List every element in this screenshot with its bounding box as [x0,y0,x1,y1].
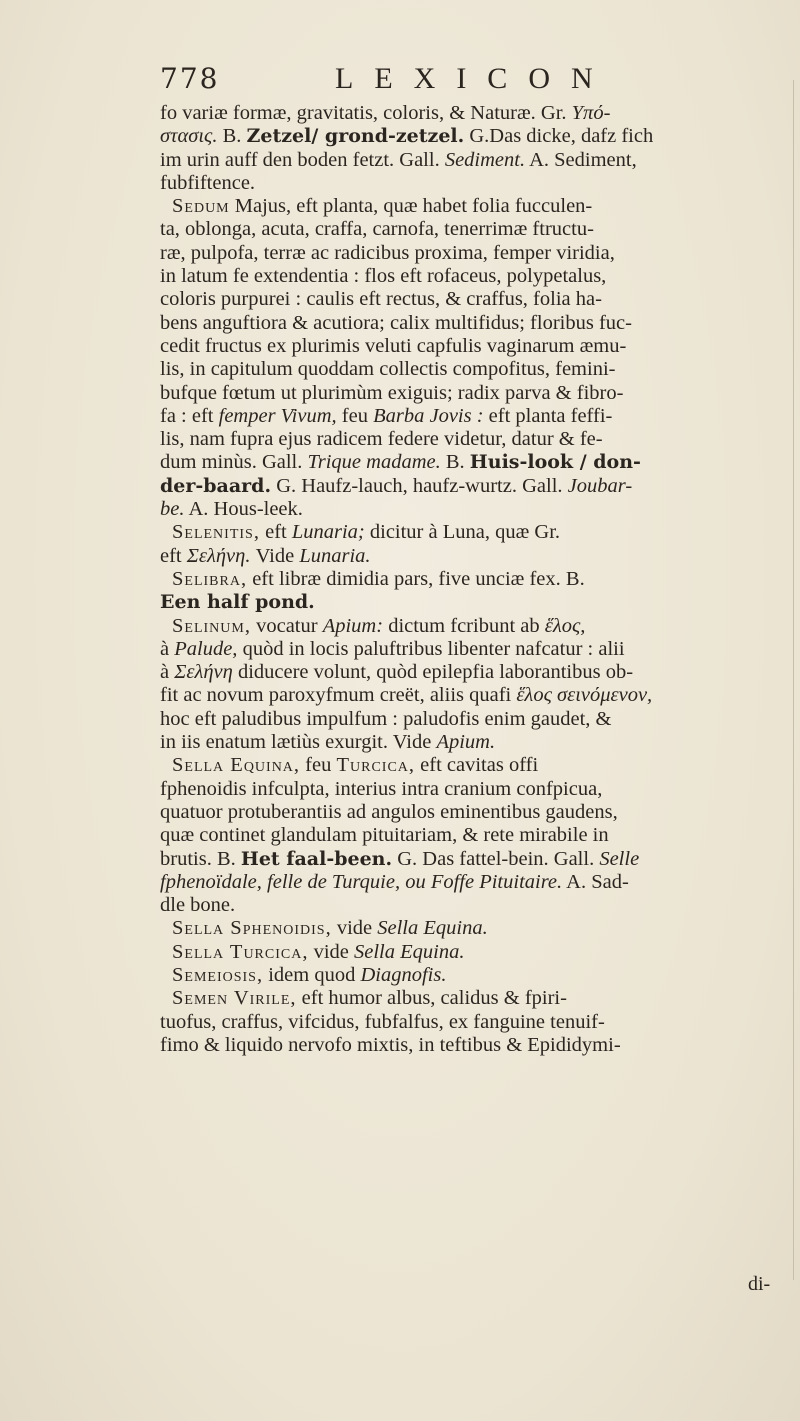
text-run: Selenitis, [172,521,260,544]
text-run: Sella Equina. [377,917,488,940]
text-run: fit ac novum paroxyfmum creët, aliis quafi [160,684,517,707]
page-header [160,62,780,98]
text-run: in latum fe extendentia : flos eft rofaceus, polypetalus, [160,265,607,288]
text-line [160,684,790,707]
text-line [160,894,790,917]
text-run: Palude, [174,637,238,660]
text-run: cedit fructus ex plurimis veluti capfulis vaginarum æmu- [160,334,627,357]
text-run: Trique madame. [307,451,441,474]
text-run: Sella Equina. [354,940,465,963]
text-run: feu [336,404,374,427]
text-run: Υπό- [571,102,611,124]
body-text [160,102,790,1057]
text-run: Vide [250,544,300,567]
text-run: brutis. B. [160,847,241,870]
text-run: coloris purpurei : caulis eft rectus, & craffus, folia ha- [160,288,602,311]
text-line [160,1011,790,1034]
text-run: ἕλος, [544,614,586,637]
text-run: lis, nam fupra ejus radicem federe videtur, datur & fe- [160,428,603,451]
text-line [160,941,790,964]
text-run: bufque fœtum ut plurimùm exiguis; radix parva & fibro- [160,381,624,404]
text-run: fo variæ formæ, gravitatis, coloris, & Naturæ. Gr. [160,102,572,124]
running-title: LEXICON [335,62,614,95]
text-run: Σελήνη. [186,544,251,567]
text-run: eft libræ dimidia pars, five unciæ fex. B. [247,567,585,590]
text-line [160,382,790,405]
text-run: Sella Equina, [172,754,301,777]
text-line [160,521,790,544]
text-run: fphenoïdale, felle de Turquie, ou Foffe Pituitaire. [160,870,563,893]
text-run: Semen Virile, [172,987,297,1010]
text-run: eft planta feffi- [483,404,613,427]
text-run: A. Sediment, [525,148,637,171]
text-run: feu [300,754,337,777]
text-run: B. [217,125,247,148]
text-run: ἕλος σεινόμενον, [516,684,653,707]
text-run: G. Haufz-lauch, haufz-wurtz. Gall. [271,474,568,497]
text-run: idem quod [263,963,361,986]
text-run: quòd in locis paluftribus libenter nafcatur : alii [237,637,625,660]
text-run: A. Sad- [562,870,629,893]
text-run: fubfiftence. [160,171,256,194]
text-run: Turcica, [336,754,416,777]
text-run: der-baard. [160,474,272,497]
text-run: G. Das fattel-bein. Gall. [392,847,600,870]
text-run: eft [160,544,187,567]
text-run: Sediment. [444,148,526,171]
text-line [160,242,790,265]
text-run: Huis-look / don- [469,451,641,474]
text-line [160,778,790,801]
text-line [160,615,790,638]
text-line [160,172,790,195]
text-run: Lunaria. [299,544,371,567]
catchword: di- [748,1273,771,1295]
text-run: be. [160,498,185,521]
text-run: στασις. [160,125,218,148]
text-run: dictum fcribunt ab [383,614,545,637]
text-run: dicitur à Luna, quæ Gr. [364,521,561,544]
text-run: A. Hous-leek. [184,498,303,521]
text-line [160,731,790,754]
text-line [160,545,790,568]
text-run: vocatur [250,614,323,637]
text-line [160,428,790,451]
text-run: eft humor albus, calidus & fpiri- [296,987,567,1010]
text-line [160,638,790,661]
text-run: fimo & liquido nervofo mixtis, in teftibus & Epididymi- [160,1033,621,1056]
text-run: fa : eft [160,404,219,427]
text-run: eft [259,521,292,544]
text-run: Sella Turcica, [172,940,309,963]
text-line [160,125,790,148]
text-line [160,265,790,288]
text-line [160,568,790,591]
text-line [160,708,790,731]
text-run: Apium: [322,614,384,637]
text-run: diducere volunt, quòd epilepfia laborantibus ob- [232,661,634,684]
text-run: Zetzel/ grond-zetzel. [246,125,465,148]
text-run: lis, in capitulum quoddam collectis compofitus, femini- [160,358,616,381]
text-run: Het faal-been. [240,847,393,870]
text-run: à [160,637,175,660]
text-line [160,335,790,358]
text-run: Majus, eft planta, quæ habet folia fucculen- [229,195,593,218]
text-line [160,218,790,241]
text-run: Σελήνη [174,661,233,684]
text-run: Apium. [436,731,496,754]
text-run: ræ, pulpofa, terræ ac radicibus proxima, femper viridia, [160,241,615,264]
text-line [160,591,790,614]
text-run: vide [331,917,378,940]
text-run: bens anguftiora & acutiora; calix multifidus; floribus fuc- [160,311,632,334]
text-run: fphenoidis infculpta, interius intra cranium confpicua, [160,777,603,800]
text-run: im urin auff den boden fetzt. Gall. [160,148,445,171]
text-line [160,498,790,521]
text-line [160,801,790,824]
text-line [160,195,790,218]
text-run: hoc eft paludibus impulfum : paludofis enim gaudet, & [160,707,612,730]
text-run: à [160,661,175,684]
text-run: Semeiosis, [172,963,264,986]
text-line [160,102,790,125]
text-line [160,288,790,311]
page-edge-line [793,80,794,1280]
text-run: Lunaria; [291,521,365,544]
text-run: Barba Jovis : [373,404,484,427]
text-line [160,451,790,474]
text-run: Sedum [172,195,230,218]
text-line [160,871,790,894]
text-line [160,149,790,172]
text-line [160,1034,790,1057]
text-line [160,964,790,987]
text-run: Selinum, [172,614,251,637]
text-line [160,661,790,684]
text-run: vide [308,940,355,963]
text-run: Selibra, [172,567,248,590]
text-line [160,405,790,428]
text-line [160,824,790,847]
text-line [160,987,790,1010]
text-line [160,475,790,498]
text-line [160,358,790,381]
text-run: tuofus, craffus, vifcidus, fubfalfus, ex fanguine tenuif- [160,1010,605,1033]
text-run: Een half pond. [160,591,315,614]
text-run: Diagnofis. [360,963,447,986]
page-number: 778 [160,62,220,95]
text-run: dum minùs. Gall. [160,451,308,474]
text-line [160,754,790,777]
text-run: eft cavitas offi [415,754,539,777]
text-run: quæ continet glandulam pituitariam, & rete mirabile in [160,824,609,847]
text-run: femper Vivum, [218,404,337,427]
text-run: Joubar- [567,474,633,497]
text-run: dle bone. [160,894,236,917]
text-run: Sella Sphenoidis, [172,917,332,940]
text-line [160,917,790,940]
text-run: Selle [599,847,640,870]
text-run: in iis enatum lætiùs exurgit. Vide [160,731,437,754]
text-line [160,848,790,871]
text-run: quatuor protuberantiis ad angulos eminentibus gaudens, [160,800,618,823]
text-run: ta, oblonga, acuta, craffa, carnofa, tenerrimæ ftructu- [160,218,594,241]
text-run: G.Das dicke, dafz fich [464,125,654,148]
text-run: B. [440,451,470,474]
text-line [160,312,790,335]
